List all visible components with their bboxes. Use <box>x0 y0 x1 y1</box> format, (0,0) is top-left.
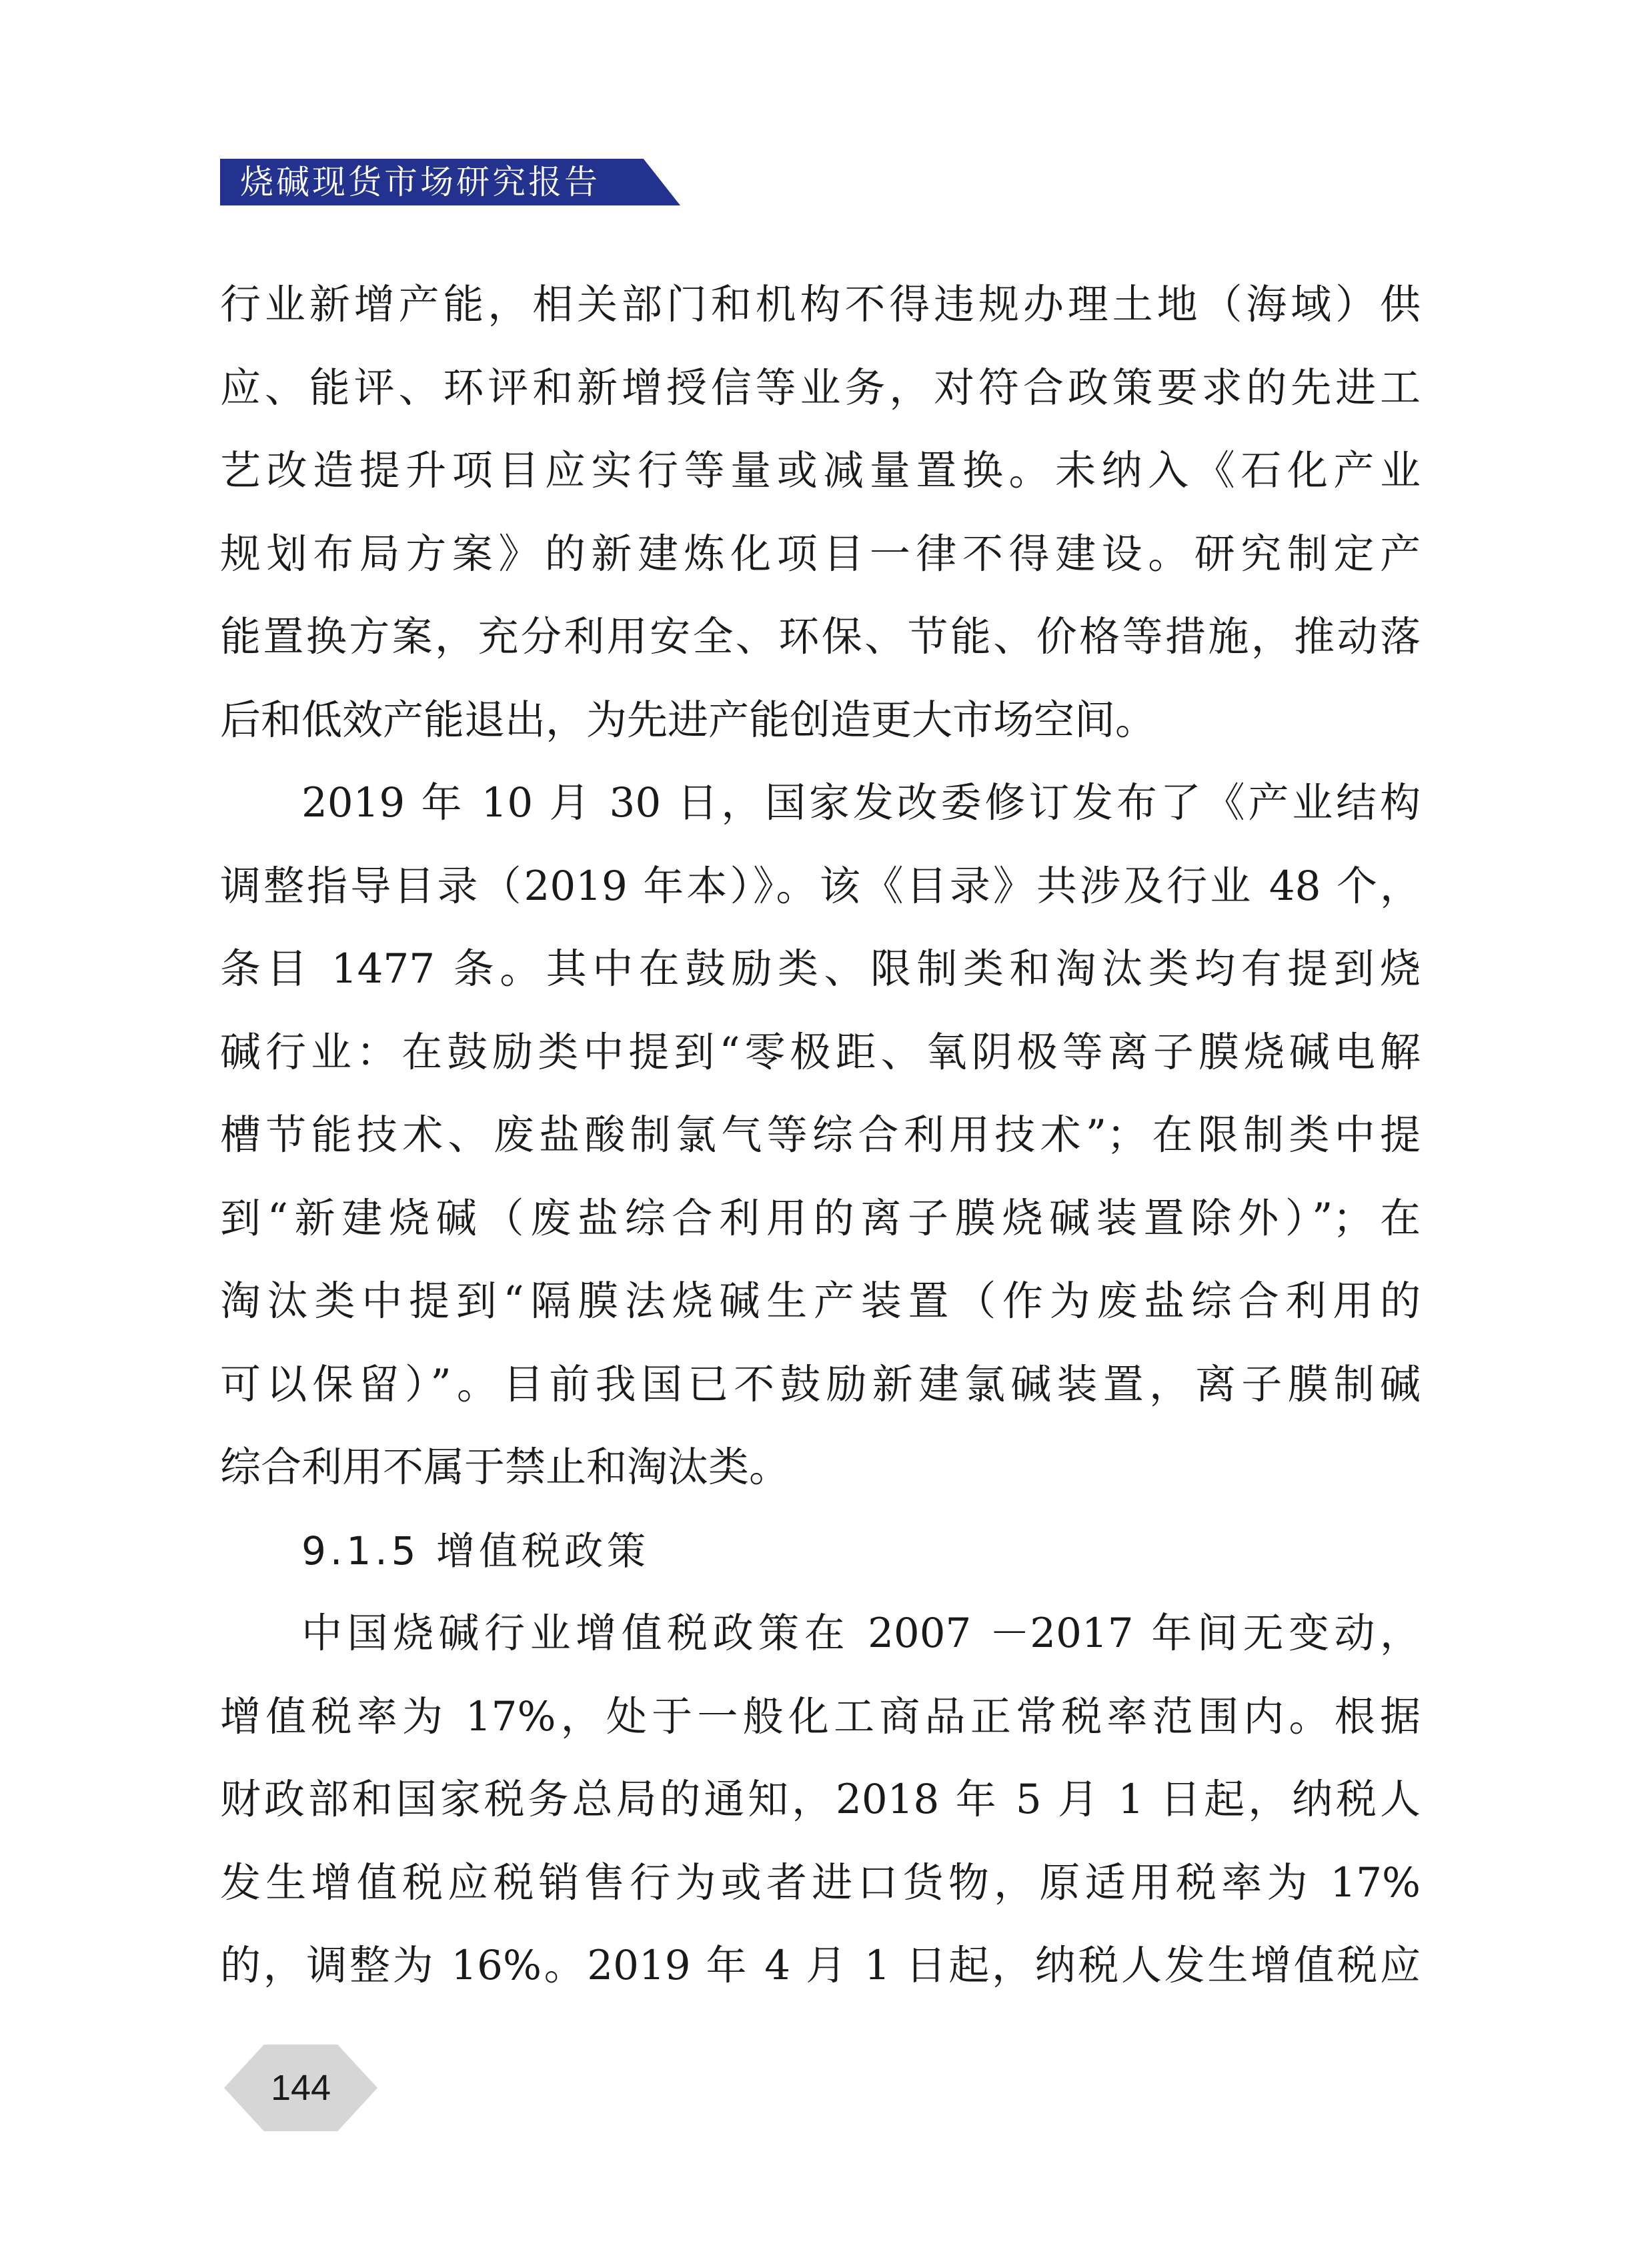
text-line: 财政部和国家税务总局的通知，2018 年 5 月 1 日起，纳税人 <box>220 1776 1421 1823</box>
text-line: 能置换方案，充分利用安全、环保、节能、价格等措施，推动落 <box>220 613 1421 660</box>
text-line: 2019 年 10 月 30 日，国家发改委修订发布了《产业结构 <box>301 779 1421 826</box>
text-line: 规划布局方案》的新建炼化项目一律不得建设。研究制定产 <box>220 530 1421 578</box>
running-header-title: 烧碱现货市场研究报告 <box>240 163 600 201</box>
text-line: 槽节能技术、废盐酸制氯气等综合利用技术”；在限制类中提 <box>220 1111 1421 1159</box>
text-line: 的，调整为 16%。2019 年 4 月 1 日起，纳税人发生增值税应 <box>220 1942 1421 1989</box>
text-line: 艺改造提升项目应实行等量或减量置换。未纳入《石化产业 <box>220 447 1421 494</box>
text-line: 发生增值税应税销售行为或者进口货物，原适用税率为 17% <box>220 1858 1421 1906</box>
text-line: 增值税率为 17%，处于一般化工商品正常税率范围内。根据 <box>220 1692 1421 1740</box>
section-heading: 9.1.5 增值税政策 <box>301 1528 650 1574</box>
body-text <box>220 263 1421 2008</box>
text-line: 可以保留）”。目前我国已不鼓励新建氯碱装置，离子膜制碱 <box>220 1360 1421 1408</box>
text-line: 后和低效产能退出，为先进产能创造更大市场空间。 <box>220 696 1156 744</box>
text-line: 条目 1477 条。其中在鼓励类、限制类和淘汰类均有提到烧 <box>220 945 1421 993</box>
text-line: 淘汰类中提到“隔膜法烧碱生产装置（作为废盐综合利用的 <box>220 1277 1421 1325</box>
text-line: 综合利用不属于禁止和淘汰类。 <box>220 1444 790 1491</box>
text-line: 应、能评、环评和新增授信等业务，对符合政策要求的先进工 <box>220 364 1421 412</box>
text-line: 中国烧碱行业增值税政策在 2007 －2017 年间无变动， <box>301 1610 1421 1657</box>
text-line: 碱行业：在鼓励类中提到“零极距、氧阴极等离子膜烧碱电解 <box>220 1028 1421 1076</box>
page-number: 144 <box>270 2068 331 2108</box>
text-line: 到“新建烧碱（废盐综合利用的离子膜烧碱装置除外）”；在 <box>220 1194 1421 1242</box>
text-line: 行业新增产能，相关部门和机构不得违规办理土地（海域）供 <box>220 281 1421 328</box>
text-line: 调整指导目录（2019 年本）》。该《目录》共涉及行业 48 个， <box>220 862 1421 910</box>
